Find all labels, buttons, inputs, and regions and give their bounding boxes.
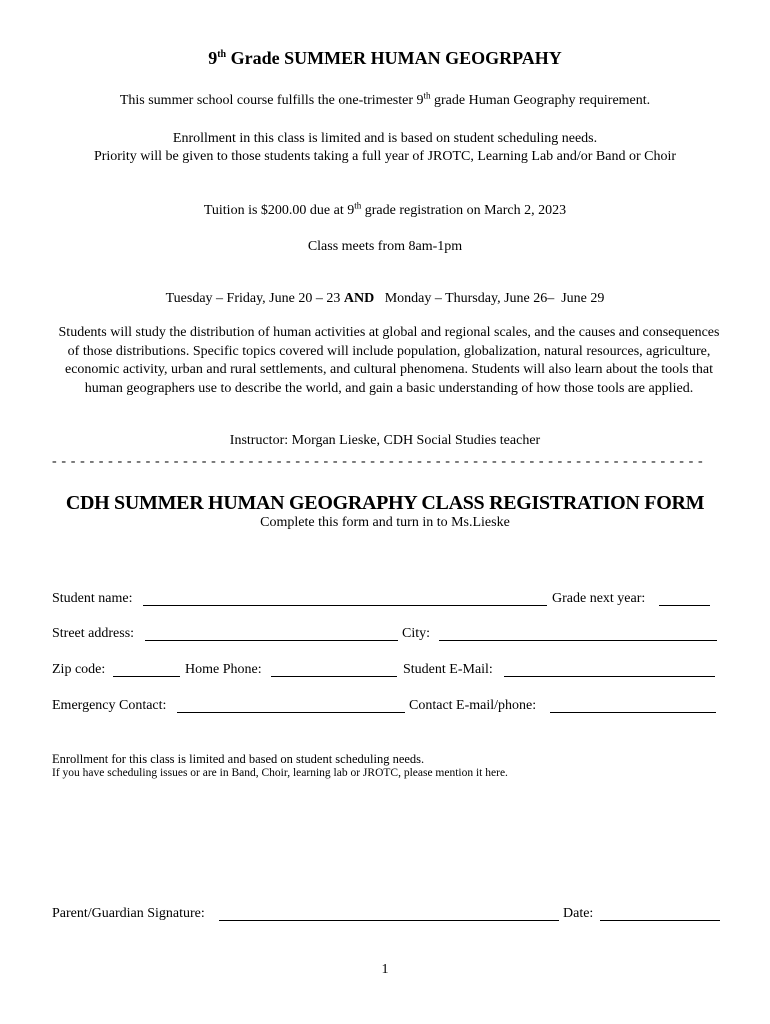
form-row-address <box>52 626 722 646</box>
form-row-contact <box>52 662 722 682</box>
form-row-emergency <box>52 698 722 718</box>
student-email-field[interactable] <box>504 662 715 677</box>
title-text: Grade SUMMER HUMAN GEOGRPAHY <box>226 48 562 68</box>
enrollment-line-1: Enrollment in this class is limited and is based on student scheduling needs. <box>172 131 598 146</box>
date-label: Date: <box>563 906 594 921</box>
requirement-text-post: grade Human Geography requirement. <box>430 93 651 108</box>
street-address-field[interactable] <box>145 626 398 641</box>
requirement-text-pre: This summer school course fulfills the one-trimester 9 <box>119 93 424 108</box>
cut-line-separator: - - - - - - - - - - - - - - - - - - - - - - - - - - - - - - - - - - - - - - - - - - - - - - - - - - - - - - - - - - - - - - - - - - - - - - <box>52 454 704 469</box>
tuition-text <box>0 202 770 220</box>
instructor-text: Instructor: Morgan Lieske, CDH Social Studies teacher <box>229 433 541 448</box>
contact-email-phone-label: Contact E-mail/phone: <box>409 698 537 713</box>
page-number: 1 <box>381 962 389 977</box>
signature-field[interactable] <box>219 906 559 921</box>
grade-next-year-field[interactable] <box>659 591 710 606</box>
form-row-student <box>52 591 722 611</box>
home-phone-label: Home Phone: <box>185 662 262 677</box>
city-field[interactable] <box>439 626 717 641</box>
contact-email-phone-field[interactable] <box>550 698 716 713</box>
class-dates-text <box>0 290 770 308</box>
page-title <box>0 48 770 69</box>
dates-part-1: Tuesday – Friday, June 20 – 23 <box>165 291 344 306</box>
dates-and: AND <box>343 291 375 306</box>
student-email-label: Student E-Mail: <box>403 662 493 677</box>
emergency-contact-label: Emergency Contact: <box>52 698 167 713</box>
form-row-signature <box>52 906 722 926</box>
title-number: 9 <box>208 48 218 68</box>
scheduling-issues-note: If you have scheduling issues or are in Band, Choir, learning lab or JROTC, please mention it here. <box>52 767 508 779</box>
class-meets-text: Class meets from 8am-1pm <box>307 239 463 254</box>
requirement-superscript: th <box>423 90 431 101</box>
city-label: City: <box>402 626 431 641</box>
street-address-label: Street address: <box>52 626 135 641</box>
enrollment-line-2: Priority will be given to those students taking a full year of JROTC, Learning Lab and/or Band or Choir <box>93 149 677 164</box>
student-name-field[interactable] <box>143 591 547 606</box>
student-name-label: Student name: <box>52 591 133 606</box>
enrollment-note: Enrollment for this class is limited and based on student scheduling needs. <box>52 752 425 766</box>
zip-code-field[interactable] <box>113 662 180 677</box>
title-superscript: th <box>217 49 227 60</box>
date-field[interactable] <box>600 906 720 921</box>
form-title: CDH SUMMER HUMAN GEOGRAPHY CLASS REGISTRATION FORM <box>65 492 705 514</box>
tuition-text-pre: Tuition is $200.00 due at 9 <box>203 203 355 218</box>
emergency-contact-field[interactable] <box>177 698 405 713</box>
grade-next-year-label: Grade next year: <box>552 591 646 606</box>
signature-label: Parent/Guardian Signature: <box>52 906 205 921</box>
requirement-text <box>0 92 770 110</box>
course-description: Students will study the distribution of human activities at global and regional scales, and the causes and consequences of those distributions. Specific topics covered will include population, globalization, natural resources, agriculture, economic activity, urban and rural settlements, and cultural phenomena. Students will also learn about the tools that human geographers use to describe the world, and gain a basic understanding of how those tools are applied. <box>58 325 720 396</box>
tuition-text-post: grade registration on March 2, 2023 <box>361 203 567 218</box>
zip-code-label: Zip code: <box>52 662 106 677</box>
home-phone-field[interactable] <box>271 662 397 677</box>
dates-part-2: Monday – Thursday, June 26– June 29 <box>374 291 605 306</box>
form-subtitle: Complete this form and turn in to Ms.Lieske <box>260 515 510 530</box>
tuition-superscript: th <box>354 200 362 211</box>
